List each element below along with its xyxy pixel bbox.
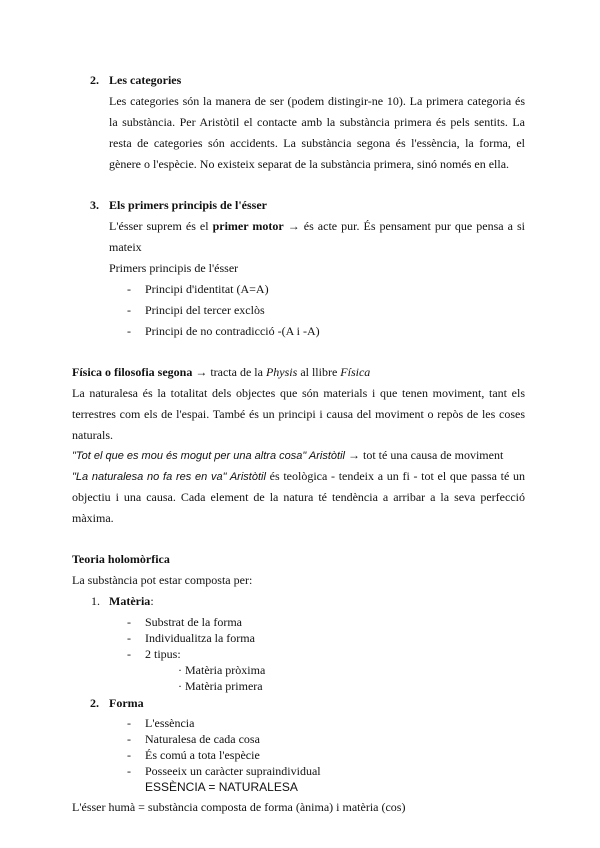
bullet-dash: - bbox=[127, 732, 131, 746]
section-3-number: 3. bbox=[90, 198, 99, 212]
fisica-para-line: màxima. bbox=[72, 511, 114, 525]
section-3-subheading: Primers principis de l'ésser bbox=[109, 261, 239, 275]
list-item: 2 tipus: bbox=[145, 647, 181, 661]
list-item: Principi de no contradicció -(A i -A) bbox=[145, 324, 320, 338]
list-item: Naturalesa de cada cosa bbox=[145, 732, 260, 746]
list-item: Individualitza la forma bbox=[145, 631, 255, 645]
section-2-number: 2. bbox=[90, 73, 99, 87]
bullet-dash: - bbox=[127, 324, 131, 338]
fisica-para-line: naturals. bbox=[72, 428, 113, 442]
section-2-para-line: resta de categories són accidents. La substància segona és l'essència, la forma, el bbox=[109, 136, 525, 150]
bullet-dash: - bbox=[127, 716, 131, 730]
list-item: Principi d'identitat (A=A) bbox=[145, 282, 269, 296]
bullet-dash: - bbox=[127, 631, 131, 645]
section-2-title: Les categories bbox=[109, 73, 182, 87]
primer-motor-term: primer motor bbox=[212, 219, 284, 233]
section-3-para-line: mateix bbox=[109, 240, 142, 254]
list-item: És comú a tota l'espècie bbox=[145, 748, 260, 762]
bullet-dash: - bbox=[127, 615, 131, 629]
bullet-dash: - bbox=[127, 748, 131, 762]
section-2-para-line: Les categories són la manera de ser (podem distingir-ne 10). La primera categoria és bbox=[109, 94, 525, 108]
section-2-para-line: gènere o l'espècie. No existeix separat de la substància primera, sinó només en ella. bbox=[109, 157, 510, 171]
quote: "La naturalesa no fa res en va" Aristòtil bbox=[72, 471, 266, 483]
teoria-heading: Teoria holomòrfica bbox=[72, 552, 170, 566]
sub-list-item: · Matèria pròxima bbox=[178, 663, 266, 677]
section-3-para-line: L'ésser suprem és el primer motor → és acte pur. És pensament pur que pensa a si bbox=[109, 219, 525, 233]
list-item: L'essència bbox=[145, 716, 195, 730]
bullet-dash: - bbox=[127, 303, 131, 317]
section-3-title: Els primers principis de l'ésser bbox=[109, 198, 267, 212]
closing-line: L'ésser humà = substància composta de forma (ànima) i matèria (cos) bbox=[72, 800, 406, 814]
bullet-dash: - bbox=[127, 282, 131, 296]
materia-heading: 1. Matèria: bbox=[91, 594, 154, 608]
list-item: Posseeix un caràcter supraindividual bbox=[145, 764, 321, 778]
list-item: Substrat de la forma bbox=[145, 615, 242, 629]
quote: "Tot el que es mou és mogut per una altra cosa" Aristòtil bbox=[72, 450, 345, 462]
fisica-heading: Física o filosofia segona → tracta de la Physis al llibre Física bbox=[72, 365, 371, 379]
teoria-intro: La substància pot estar composta per: bbox=[72, 573, 253, 587]
forma-heading: 2. Forma bbox=[90, 696, 144, 710]
list-item: Principi del tercer exclòs bbox=[145, 303, 265, 317]
essencia-naturalesa: ESSÈNCIA = NATURALESA bbox=[145, 780, 298, 794]
sub-list-item: · Matèria primera bbox=[178, 679, 263, 693]
bullet-dash: - bbox=[127, 764, 131, 778]
fisica-para-line: terrestres com els de l'espai. També és un principi i causa del moviment o repòs de les coses bbox=[72, 407, 525, 421]
bullet-dash: - bbox=[127, 647, 131, 661]
fisica-para-line: La naturalesa és la totalitat dels objectes que són materials i que tenen moviment, tant els bbox=[72, 386, 525, 400]
fisica-para-line: objectiu i una causa. Cada element de la natura té tendència a arribar a la seva perfecció bbox=[72, 490, 525, 504]
section-3-heading bbox=[90, 198, 267, 212]
section-2-heading bbox=[90, 73, 182, 87]
quote-line: "La naturalesa no fa res en va" Aristòtil és teològica - tendeix a un fi - tot el que passa té un bbox=[72, 469, 525, 483]
section-2-para-line: la substància. Per Aristòtil el contacte amb la substància primera és pels sentits. La bbox=[109, 115, 525, 129]
quote-line: "Tot el que es mou és mogut per una altra cosa" Aristòtil → tot té una causa de moviment bbox=[72, 448, 504, 462]
